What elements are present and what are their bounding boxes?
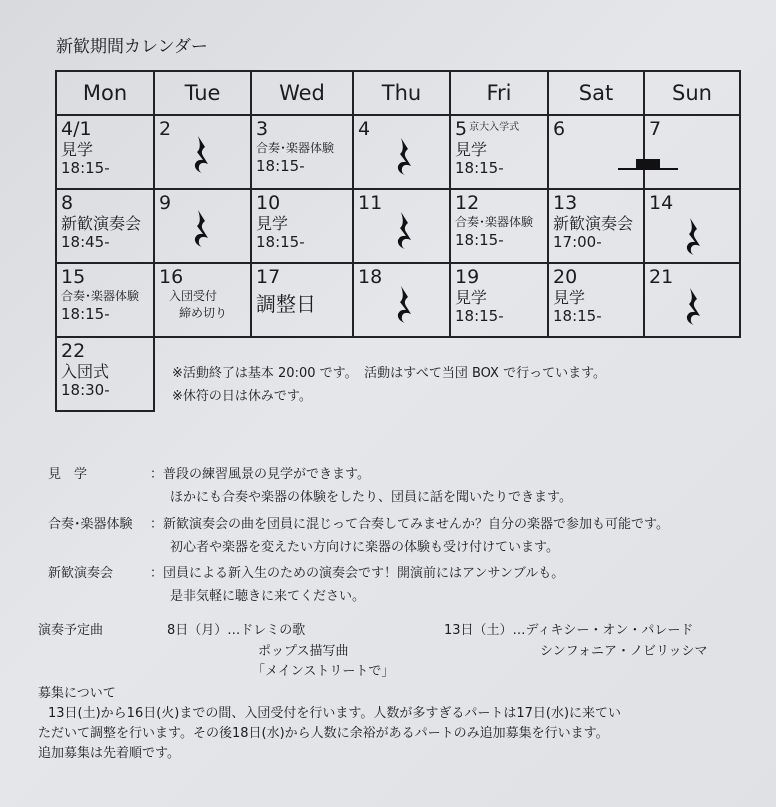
weekday-tue: Tue — [153, 70, 252, 116]
quarter-rest-icon — [394, 210, 416, 250]
program-day13: 13日（土）…ディキシー・オン・パレード — [444, 623, 694, 638]
day-cell-6 — [547, 114, 645, 190]
day-number: 19 — [455, 266, 480, 288]
day-cell-12 — [449, 188, 549, 264]
day-event: 見学 — [256, 214, 289, 233]
quarter-rest-icon — [191, 134, 213, 174]
day-time: 18:15- — [455, 231, 504, 249]
program-label: 演奏予定曲 — [38, 623, 104, 638]
day-event: 見学 — [61, 140, 94, 159]
day-number: 12 — [455, 192, 480, 214]
day-time: 18:15- — [61, 305, 110, 323]
day-number: 15 — [61, 266, 86, 288]
day-cell-22 — [55, 336, 155, 412]
day-event: 入団式 — [61, 362, 110, 381]
day-number: 18 — [358, 266, 383, 288]
day-cell-5 — [449, 114, 549, 190]
day-cell-18 — [352, 262, 451, 338]
day-number: 6 — [553, 118, 566, 140]
day-note: 京大入学式 — [469, 122, 520, 133]
day-event: 合奏･楽器体験 — [256, 141, 335, 155]
day-cell-7 — [643, 114, 741, 190]
day-cell-20 — [547, 262, 645, 338]
day-cell-14 — [643, 188, 741, 264]
day-time: 18:15- — [61, 159, 110, 177]
day-number: 4 — [358, 118, 371, 140]
program-day8: 8日（月）…ドレミの歌 — [167, 623, 306, 638]
day-cell-13 — [547, 188, 645, 264]
day-time: 18:15- — [455, 159, 504, 177]
day-number: 10 — [256, 192, 281, 214]
day-time: 18:15- — [553, 307, 602, 325]
day-cell-8 — [55, 188, 155, 264]
day-cell-2 — [153, 114, 252, 190]
day-number: 21 — [649, 266, 674, 288]
desc-concert-1: ：団員による新入生のための演奏会です！開演前にはアンサンブルも。 — [150, 566, 565, 581]
day-number: 4/1 — [61, 118, 92, 140]
day-number: 22 — [61, 340, 86, 362]
day-time: 18:45- — [61, 233, 110, 251]
day-time: 18:15- — [256, 157, 305, 175]
day-number: 7 — [649, 118, 662, 140]
day-number: 14 — [649, 192, 674, 214]
day-number: 16 — [159, 266, 184, 288]
day-event: 見学 — [553, 288, 586, 307]
recruit-line-3: 追加募集は先着順です。 — [38, 746, 180, 761]
desc-gasso-2: 初心者や楽器を変えたい方向けに楽器の体験も受け付けています。 — [170, 540, 559, 555]
calendar-notes — [172, 362, 606, 408]
day-time: 18:15- — [455, 307, 504, 325]
day-cell-16 — [153, 262, 252, 338]
quarter-rest-icon — [683, 216, 705, 256]
day-event: 入団受付 — [169, 289, 218, 303]
weekday-wed: Wed — [250, 70, 354, 116]
desc-kengaku-2: ほかにも合奏や楽器の体験をしたり、団員に話を聞いたりできます。 — [170, 490, 572, 505]
desc-term-kengaku: 見 学 — [48, 467, 88, 482]
program-day13-2: シンフォニア・ノビリッシマ — [540, 644, 708, 659]
recruit-heading: 募集について — [38, 686, 116, 701]
day-number: 3 — [256, 118, 269, 140]
desc-kengaku-1: ：普段の練習風景の見学ができます。 — [150, 467, 370, 482]
day-event: 合奏･楽器体験 — [455, 215, 534, 229]
quarter-rest-icon — [191, 208, 213, 248]
desc-term-concert: 新歓演奏会 — [48, 566, 114, 581]
day-number: 17 — [256, 266, 281, 288]
note-line: ※休符の日は休みです。 — [172, 389, 312, 404]
day-event: 調整日 — [256, 292, 316, 316]
quarter-rest-icon — [683, 286, 705, 326]
day-number: 11 — [358, 192, 383, 214]
day-cell-17 — [250, 262, 354, 338]
day-cell-4 — [352, 114, 451, 190]
whole-rest-icon — [618, 155, 678, 171]
weekday-sun: Sun — [643, 70, 741, 116]
recruit-line-2: ただいて調整を行います。その後18日(水)から人数に余裕があるパートのみ追加募集を行います。 — [38, 726, 609, 741]
day-time: 17:00- — [553, 233, 602, 251]
weekday-sat: Sat — [547, 70, 645, 116]
day-event: 合奏･楽器体験 — [61, 289, 140, 303]
desc-concert-2: 是非気軽に聴きに来てください。 — [170, 589, 366, 604]
weekday-mon: Mon — [55, 70, 155, 116]
day-event: 見学 — [455, 140, 488, 159]
weekday-thu: Thu — [352, 70, 451, 116]
day-cell-10 — [250, 188, 354, 264]
page-title: 新歓期間カレンダー — [56, 37, 208, 57]
day-number: 20 — [553, 266, 578, 288]
desc-gasso-1: ：新歓演奏会の曲を団員に混じって合奏してみませんか？自分の楽器で参加も可能です。 — [150, 517, 669, 532]
recruit-line-1: 13日(土)から16日(火)までの間、入団受付を行います。人数が多すぎるパートは17日(水)に来てい — [48, 706, 622, 721]
weekday-fri: Fri — [449, 70, 549, 116]
day-number: 5 — [455, 118, 468, 140]
day-number: 13 — [553, 192, 578, 214]
day-event: 新歓演奏会 — [61, 214, 142, 233]
day-event: 見学 — [455, 288, 488, 307]
day-time: 18:30- — [61, 381, 110, 399]
day-cell-3 — [250, 114, 354, 190]
day-cell-21 — [643, 262, 741, 338]
note-line: ※活動終了は基本 20:00 です。 活動はすべて当団 BOX で行っています。 — [172, 366, 607, 381]
quarter-rest-icon — [394, 136, 416, 176]
desc-term-gasso: 合奏･楽器体験 — [48, 517, 133, 532]
day-number: 9 — [159, 192, 172, 214]
program-day8-2: ポップス描写曲 — [258, 644, 349, 659]
day-event: 新歓演奏会 — [553, 214, 634, 233]
day-number: 2 — [159, 118, 172, 140]
quarter-rest-icon — [394, 284, 416, 324]
day-cell-1 — [55, 114, 155, 190]
day-cell-9 — [153, 188, 252, 264]
day-event-2: 締め切り — [179, 306, 228, 320]
program-day8-3: 「メインストリートで」 — [252, 664, 395, 679]
day-cell-11 — [352, 188, 451, 264]
day-cell-15 — [55, 262, 155, 338]
day-number: 8 — [61, 192, 74, 214]
day-cell-19 — [449, 262, 549, 338]
day-time: 18:15- — [256, 233, 305, 251]
